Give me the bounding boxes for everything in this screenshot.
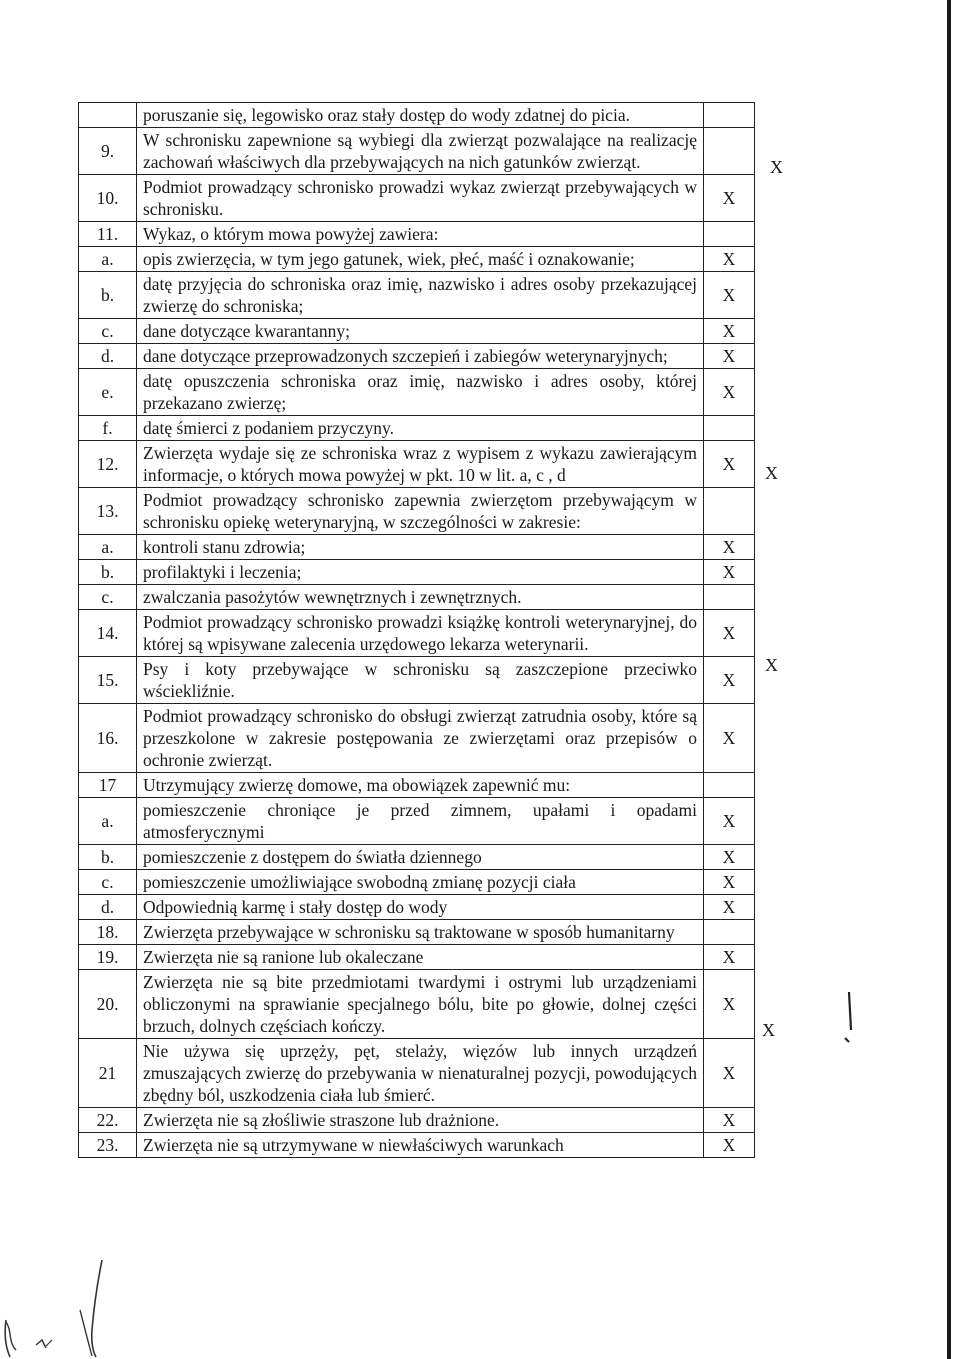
- table-row: [79, 535, 755, 560]
- table-row: [79, 247, 755, 272]
- outside-mark: X: [765, 655, 778, 675]
- handwritten-initials-icon: [0, 1260, 140, 1359]
- table-row: [79, 560, 755, 585]
- row-mark: [704, 128, 755, 175]
- row-text: Zwierzęta wydaje się ze schroniska wraz z wypisem z wykazu zawierającym informacje, o których mowa powyżej w pkt. 10 w lit. a, c , d: [137, 441, 704, 488]
- row-text: Utrzymujący zwierzę domowe, ma obowiązek zapewnić mu:: [137, 773, 704, 798]
- row-number: a.: [79, 247, 137, 272]
- table-row: [79, 272, 755, 319]
- row-mark: X: [704, 870, 755, 895]
- row-number: f.: [79, 416, 137, 441]
- row-mark: X: [704, 441, 755, 488]
- row-mark: X: [704, 344, 755, 369]
- row-text: opis zwierzęcia, w tym jego gatunek, wiek, płeć, maść i oznakowanie;: [137, 247, 704, 272]
- row-mark: [704, 416, 755, 441]
- table-row: [79, 103, 755, 128]
- row-text: datę przyjęcia do schroniska oraz imię, nazwisko i adres osoby przekazującej zwierzę do schroniska;: [137, 272, 704, 319]
- row-mark: X: [704, 945, 755, 970]
- row-text: Wykaz, o którym mowa powyżej zawiera:: [137, 222, 704, 247]
- row-text: pomieszczenie z dostępem do światła dziennego: [137, 845, 704, 870]
- table-row: [79, 920, 755, 945]
- row-text: profilaktyki i leczenia;: [137, 560, 704, 585]
- row-number: c.: [79, 319, 137, 344]
- row-text: Zwierzęta nie są ranione lub okaleczane: [137, 945, 704, 970]
- table-row: [79, 128, 755, 175]
- table-row: [79, 1133, 755, 1158]
- row-number: 20.: [79, 970, 137, 1039]
- row-number: d.: [79, 895, 137, 920]
- row-number: 11.: [79, 222, 137, 247]
- row-text: dane dotyczące przeprowadzonych szczepień i zabiegów weterynaryjnych;: [137, 344, 704, 369]
- row-mark: X: [704, 1039, 755, 1108]
- row-text: pomieszczenie umożliwiające swobodną zmianę pozycji ciała: [137, 870, 704, 895]
- margin-tick-icon: [840, 990, 860, 1050]
- row-number: 9.: [79, 128, 137, 175]
- row-mark: [704, 773, 755, 798]
- row-text: Podmiot prowadzący schronisko prowadzi wykaz zwierząt przebywających w schronisku.: [137, 175, 704, 222]
- row-number: 22.: [79, 1108, 137, 1133]
- table-row: [79, 319, 755, 344]
- row-mark: [704, 585, 755, 610]
- row-number: 23.: [79, 1133, 137, 1158]
- row-number: 17: [79, 773, 137, 798]
- row-mark: [704, 488, 755, 535]
- table-row: [79, 870, 755, 895]
- row-number: 19.: [79, 945, 137, 970]
- row-mark: X: [704, 657, 755, 704]
- row-number: 14.: [79, 610, 137, 657]
- row-number: 10.: [79, 175, 137, 222]
- table-row: [79, 344, 755, 369]
- row-number: 12.: [79, 441, 137, 488]
- row-text: Zwierzęta nie są bite przedmiotami twardymi i ostrymi lub urządzeniami obliczonymi na sprawianie specjalnego bólu, bite po głowie, dolnej części brzuch, dolnych częściach kończy.: [137, 970, 704, 1039]
- row-number: 13.: [79, 488, 137, 535]
- row-text: Psy i koty przebywające w schronisku są zaszczepione przeciwko wściekliźnie.: [137, 657, 704, 704]
- row-mark: X: [704, 1133, 755, 1158]
- row-number: 21: [79, 1039, 137, 1108]
- row-number: 18.: [79, 920, 137, 945]
- row-mark: X: [704, 319, 755, 344]
- row-number: c.: [79, 585, 137, 610]
- table-row: [79, 704, 755, 773]
- row-text: kontroli stanu zdrowia;: [137, 535, 704, 560]
- row-number: c.: [79, 870, 137, 895]
- row-number: a.: [79, 535, 137, 560]
- row-mark: X: [704, 369, 755, 416]
- table-row: [79, 369, 755, 416]
- table-row: [79, 416, 755, 441]
- outside-mark: X: [765, 463, 778, 483]
- row-mark: X: [704, 535, 755, 560]
- table-row: [79, 488, 755, 535]
- row-mark: X: [704, 175, 755, 222]
- row-mark: X: [704, 970, 755, 1039]
- row-mark: X: [704, 272, 755, 319]
- row-number: 15.: [79, 657, 137, 704]
- table-row: [79, 441, 755, 488]
- row-text: datę opuszczenia schroniska oraz imię, nazwisko i adres osoby, której przekazano zwierzę;: [137, 369, 704, 416]
- row-mark: X: [704, 845, 755, 870]
- row-text: Zwierzęta nie są utrzymywane w niewłaściwych warunkach: [137, 1133, 704, 1158]
- checklist-body: [79, 103, 755, 1158]
- row-mark: [704, 103, 755, 128]
- table-row: [79, 798, 755, 845]
- row-text: Podmiot prowadzący schronisko do obsługi zwierząt zatrudnia osoby, które są przeszkolone w zakresie postępowania ze zwierzętami oraz przepisów o ochronie zwierząt.: [137, 704, 704, 773]
- row-number: b.: [79, 272, 137, 319]
- page-edge-bar: [947, 0, 951, 1359]
- row-number: e.: [79, 369, 137, 416]
- row-number: b.: [79, 560, 137, 585]
- table-row: [79, 773, 755, 798]
- table-row: [79, 610, 755, 657]
- row-mark: X: [704, 610, 755, 657]
- row-number: a.: [79, 798, 137, 845]
- row-text: Zwierzęta nie są złośliwie straszone lub drażnione.: [137, 1108, 704, 1133]
- outside-mark: X: [762, 1020, 775, 1040]
- row-text: Zwierzęta przebywające w schronisku są traktowane w sposób humanitarny: [137, 920, 704, 945]
- row-text: Nie używa się uprzęży, pęt, stelaży, więzów lub innych urządzeń zmuszających zwierzę do przebywania w nienaturalnej pozycji, powodujących zbędny ból, uszkodzenia ciała lub śmierć.: [137, 1039, 704, 1108]
- table-row: [79, 1108, 755, 1133]
- row-mark: X: [704, 1108, 755, 1133]
- checklist-table: [78, 102, 755, 1158]
- table-row: [79, 845, 755, 870]
- outside-mark: X: [770, 157, 783, 177]
- table-row: [79, 657, 755, 704]
- row-text: poruszanie się, legowisko oraz stały dostęp do wody zdatnej do picia.: [137, 103, 704, 128]
- row-mark: X: [704, 560, 755, 585]
- row-mark: X: [704, 704, 755, 773]
- table-row: [79, 175, 755, 222]
- table-row: [79, 585, 755, 610]
- table-row: [79, 895, 755, 920]
- row-text: datę śmierci z podaniem przyczyny.: [137, 416, 704, 441]
- table-row: [79, 1039, 755, 1108]
- row-text: zwalczania pasożytów wewnętrznych i zewnętrznych.: [137, 585, 704, 610]
- row-mark: [704, 222, 755, 247]
- row-number: b.: [79, 845, 137, 870]
- table-row: [79, 970, 755, 1039]
- row-text: Podmiot prowadzący schronisko prowadzi książkę kontroli weterynaryjnej, do której są wpisywane zalecenia urzędowego lekarza weterynarii.: [137, 610, 704, 657]
- row-mark: X: [704, 798, 755, 845]
- row-mark: X: [704, 895, 755, 920]
- table-row: [79, 945, 755, 970]
- row-text: pomieszczenie chroniące je przed zimnem, upałami i opadami atmosferycznymi: [137, 798, 704, 845]
- row-number: 16.: [79, 704, 137, 773]
- row-mark: [704, 920, 755, 945]
- row-text: Podmiot prowadzący schronisko zapewnia zwierzętom przebywającym w schronisku opiekę weterynaryjną, w szczególności w zakresie:: [137, 488, 704, 535]
- row-mark: X: [704, 247, 755, 272]
- row-text: Odpowiednią karmę i stały dostęp do wody: [137, 895, 704, 920]
- row-text: W schronisku zapewnione są wybiegi dla zwierząt pozwalające na realizację zachowań właściwych dla przebywających na nich gatunków zwierząt.: [137, 128, 704, 175]
- row-number: d.: [79, 344, 137, 369]
- table-row: [79, 222, 755, 247]
- row-text: dane dotyczące kwarantanny;: [137, 319, 704, 344]
- row-number: [79, 103, 137, 128]
